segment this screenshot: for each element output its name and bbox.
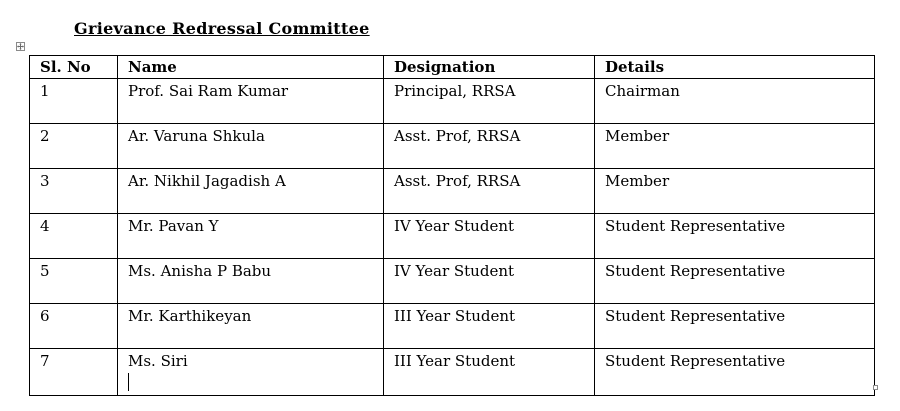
cell-details[interactable]: Student Representative <box>595 349 875 396</box>
header-name[interactable]: Name <box>118 56 384 79</box>
table-row <box>30 304 875 349</box>
move-arrows-icon <box>17 43 24 50</box>
cell-details[interactable]: Student Representative <box>595 259 875 304</box>
header-sl-no[interactable]: Sl. No <box>30 56 118 79</box>
committee-table <box>29 55 875 396</box>
cell-details[interactable]: Student Representative <box>595 304 875 349</box>
table-row <box>30 79 875 124</box>
cell-designation[interactable]: Asst. Prof, RRSA <box>384 169 595 214</box>
cell-name-text: Ms. Siri <box>128 352 188 370</box>
cell-designation[interactable]: Asst. Prof, RRSA <box>384 124 595 169</box>
cell-sl-no[interactable]: 5 <box>30 259 118 304</box>
text-cursor <box>128 373 129 391</box>
header-details[interactable]: Details <box>595 56 875 79</box>
cell-name[interactable]: Mr. Karthikeyan <box>118 304 384 349</box>
table-row <box>30 214 875 259</box>
cell-details[interactable]: Member <box>595 169 875 214</box>
table-row <box>30 124 875 169</box>
cell-name[interactable]: Ar. Nikhil Jagadish A <box>118 169 384 214</box>
cell-name[interactable]: Mr. Pavan Y <box>118 214 384 259</box>
cell-name[interactable]: Ar. Varuna Shkula <box>118 124 384 169</box>
cell-sl-no[interactable]: 7 <box>30 349 118 396</box>
table-move-handle-icon[interactable] <box>16 42 25 51</box>
cell-name[interactable] <box>118 349 384 396</box>
table-row <box>30 169 875 214</box>
cell-details[interactable]: Chairman <box>595 79 875 124</box>
cell-name[interactable]: Prof. Sai Ram Kumar <box>118 79 384 124</box>
cell-details[interactable]: Member <box>595 124 875 169</box>
cell-sl-no[interactable]: 1 <box>30 79 118 124</box>
table-resize-handle[interactable] <box>873 385 878 390</box>
cell-sl-no[interactable]: 6 <box>30 304 118 349</box>
table-header-row <box>30 56 875 79</box>
cell-designation[interactable]: Principal, RRSA <box>384 79 595 124</box>
table-row <box>30 259 875 304</box>
cell-designation[interactable]: IV Year Student <box>384 214 595 259</box>
cell-details[interactable]: Student Representative <box>595 214 875 259</box>
cell-sl-no[interactable]: 3 <box>30 169 118 214</box>
cell-designation[interactable]: III Year Student <box>384 349 595 396</box>
header-designation[interactable]: Designation <box>384 56 595 79</box>
cell-designation[interactable]: IV Year Student <box>384 259 595 304</box>
cell-sl-no[interactable]: 4 <box>30 214 118 259</box>
table-row <box>30 349 875 396</box>
cell-designation[interactable]: III Year Student <box>384 304 595 349</box>
cell-name[interactable]: Ms. Anisha P Babu <box>118 259 384 304</box>
document-title: Grievance Redressal Committee <box>74 19 370 38</box>
cell-sl-no[interactable]: 2 <box>30 124 118 169</box>
